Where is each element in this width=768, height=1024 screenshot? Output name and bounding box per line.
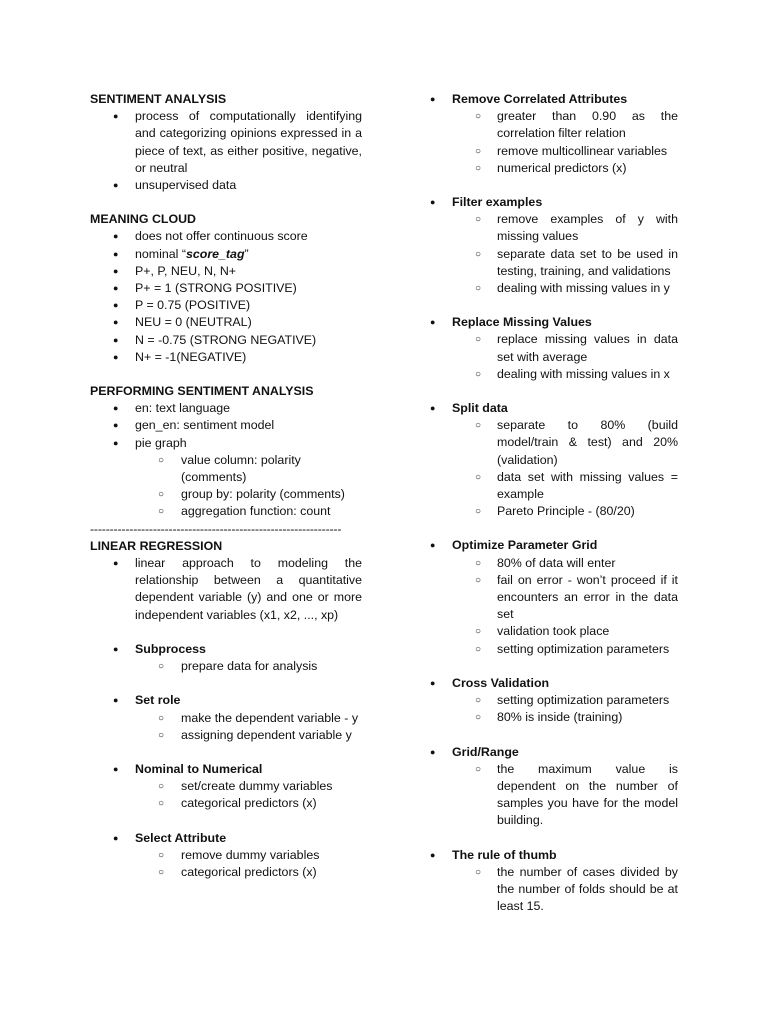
list-item: ● N = -0.75 (STRONG NEGATIVE) (90, 332, 362, 349)
sub-list-item: ○ categorical predictors (x) (90, 795, 362, 812)
sub-list-item: ○ prepare data for analysis (90, 658, 362, 675)
list-item-optimize-grid: ● Optimize Parameter Grid (430, 537, 678, 554)
dashed-separator: ---------------------------------------------------------------- (90, 521, 342, 536)
sub-list-item: ○ numerical predictors (x) (430, 160, 678, 177)
list-item-filter-examples: ● Filter examples (430, 194, 678, 211)
sub-list-item: ○ assigning dependent variable y (90, 727, 362, 744)
section-heading-sentiment: SENTIMENT ANALYSIS (90, 92, 227, 106)
section-heading-linear-regression: LINEAR REGRESSION (90, 538, 223, 553)
list-item-replace-missing: ● Replace Missing Values (430, 314, 678, 331)
list-item: ● pie graph (90, 435, 362, 452)
sub-list-item: ○ separate to 80% (build model/train & test) and 20% (validation) (430, 417, 678, 469)
sub-list-item: ○ Pareto Principle - (80/20) (430, 503, 678, 520)
sub-list-item: ○ setting optimization parameters (430, 641, 678, 658)
sub-list-item: ○ make the dependent variable - y (90, 710, 362, 727)
sub-list-item: ○ 80% is inside (training) (430, 709, 678, 726)
sub-list-item: ○ value column: polarity (comments) (90, 452, 362, 486)
list-item: ● gen_en: sentiment model (90, 417, 362, 434)
nominal-prefix: nominal “ (135, 246, 186, 261)
list-item: ● does not offer continuous score (90, 228, 362, 245)
list-item-nominal-to-numerical: ● Nominal to Numerical (90, 761, 362, 778)
list-item: ● NEU = 0 (NEUTRAL) (90, 314, 362, 331)
sub-list-item: ○ separate data set to be used in testing, training, and validations (430, 246, 678, 280)
list-item: ● en: text language (90, 400, 362, 417)
left-column (90, 91, 362, 881)
sub-list-item: ○ group by: polarity (comments) (90, 486, 362, 503)
sub-list-item: ○ set/create dummy variables (90, 778, 362, 795)
sub-list-item: ○ setting optimization parameters (430, 692, 678, 709)
sub-list-item: ○ dealing with missing values in y (430, 280, 678, 297)
list-item-rule-of-thumb: ● The rule of thumb (430, 847, 678, 864)
sub-list-item: ○ validation took place (430, 623, 678, 640)
sub-list-item: ○ replace missing values in data set with average (430, 331, 678, 365)
sub-list-item: ○ remove multicollinear variables (430, 143, 678, 160)
list-item-subprocess: ● Subprocess (90, 641, 362, 658)
score-tag-term: score_tag (185, 246, 245, 261)
section-heading-meaning-cloud: MEANING CLOUD (90, 212, 197, 227)
list-item: ● P+ = 1 (STRONG POSITIVE) (90, 280, 362, 297)
list-item: ● P+, P, NEU, N, N+ (90, 263, 362, 280)
sub-list-item: ○ remove dummy variables (90, 847, 362, 864)
list-item-grid-range: ● Grid/Range (430, 744, 678, 761)
list-item-cross-validation: ● Cross Validation (430, 675, 678, 692)
section-heading-performing: PERFORMING SENTIMENT ANALYSIS (90, 384, 314, 399)
list-item-select-attribute: ● Select Attribute (90, 830, 362, 847)
list-item-remove-correlated: ● Remove Correlated Attributes (430, 91, 678, 108)
list-item-set-role: ● Set role (90, 692, 362, 709)
list-item: ● N+ = -1(NEGATIVE) (90, 349, 362, 366)
sub-list-item: ○ dealing with missing values in x (430, 366, 678, 383)
sub-list-item: ○ 80% of data will enter (430, 555, 678, 572)
sub-list-item: ○ the number of cases divided by the number of folds should be at least 15. (430, 864, 678, 916)
list-item: ● P = 0.75 (POSITIVE) (90, 297, 362, 314)
sub-list-item: ○ remove examples of y with missing values (430, 211, 678, 245)
nominal-suffix: ” (244, 246, 249, 261)
list-item: ● unsupervised data (90, 177, 362, 194)
list-item: ● process of computationally identifying and categorizing opinions expressed in a piece of text, as either positive, negative, or neutral (90, 108, 362, 177)
sub-list-item: ○ fail on error - won’t proceed if it encounters an error in the data set (430, 572, 678, 624)
list-item (90, 246, 362, 263)
list-item-split-data: ● Split data (430, 400, 678, 417)
sub-list-item: ○ categorical predictors (x) (90, 864, 362, 881)
sub-list-item: ○ aggregation function: count (90, 503, 362, 520)
sub-list-item: ○ the maximum value is dependent on the number of samples you have for the model building. (430, 761, 678, 830)
list-item: ● linear approach to modeling the relationship between a quantitative dependent variable (y) and one or more independent variables (x1, x2, ..., xp) (90, 555, 362, 624)
sub-list-item: ○ data set with missing values = example (430, 469, 678, 503)
sub-list-item: ○ greater than 0.90 as the correlation filter relation (430, 108, 678, 142)
right-column (430, 91, 678, 915)
